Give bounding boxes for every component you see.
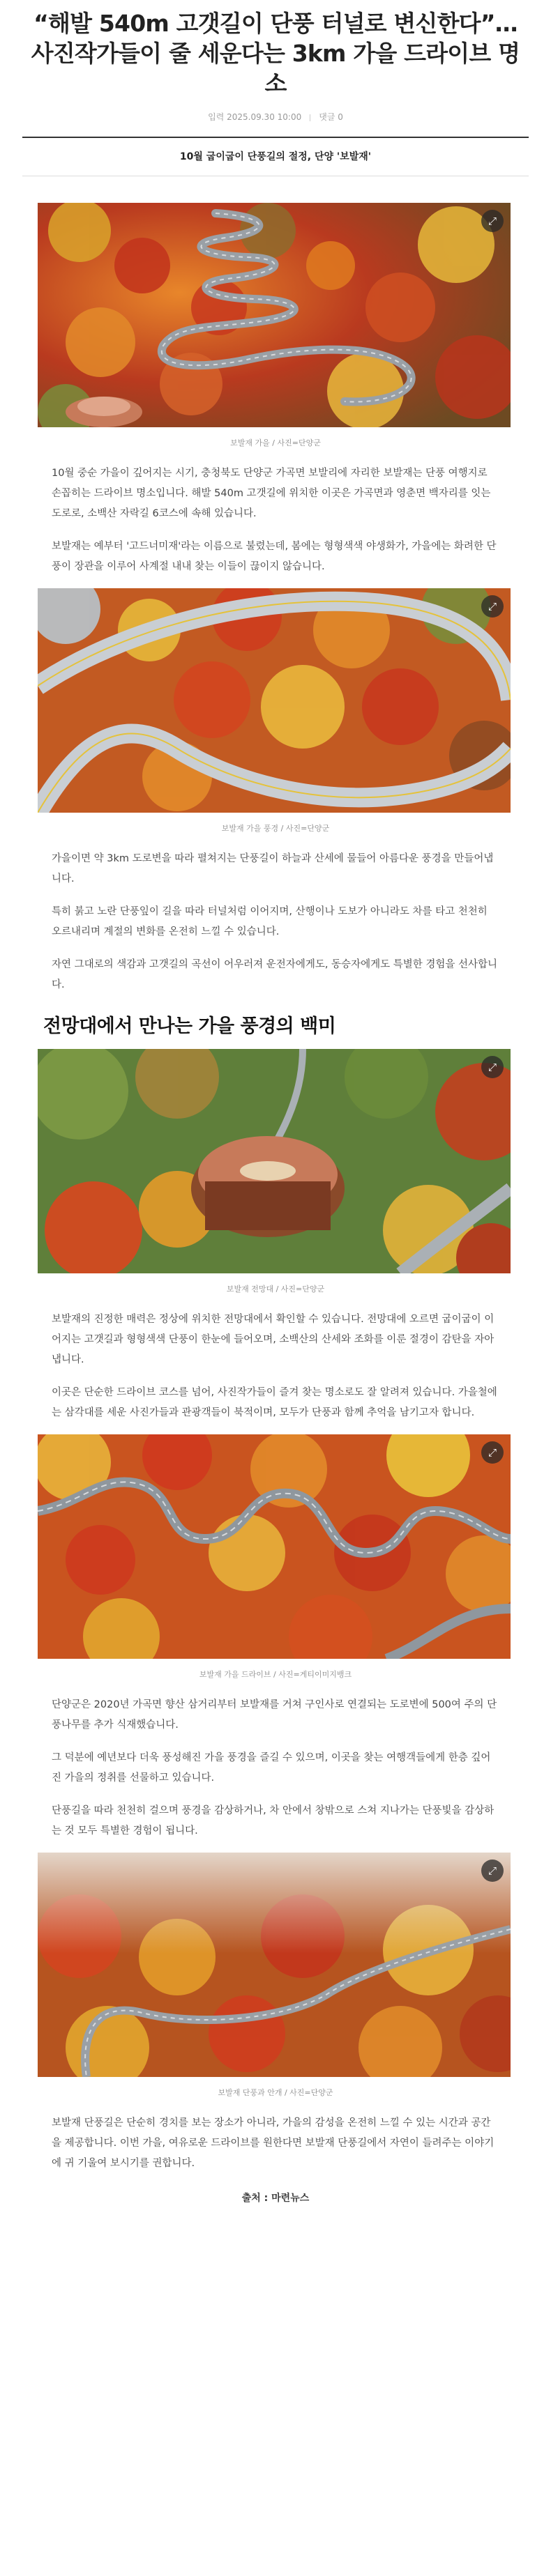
expand-icon[interactable]: ⤢ bbox=[481, 1056, 504, 1078]
photo-foliage-and-fog[interactable] bbox=[38, 1853, 511, 2077]
figure-4 bbox=[38, 1434, 513, 1680]
figure-caption: 보발재 가을 풍경 / 사진=단양군 bbox=[221, 824, 330, 833]
article-subtitle: 10월 굽이굽이 단풍길의 절정, 단양 '보발재' bbox=[22, 138, 529, 176]
photo-1-graphic bbox=[38, 203, 511, 427]
paragraph: 그 덕분에 예년보다 더욱 풍성해진 가을 풍경을 즐길 수 있으며, 이곳을 찾는 여행객들에게 한층 깊어진 가을의 정취를 선물하고 있습니다. bbox=[52, 1752, 491, 1784]
article-meta bbox=[22, 111, 529, 123]
photo-serpentine-road[interactable] bbox=[38, 1434, 511, 1659]
figure-caption: 보발재 가을 드라이브 / 사진=게티이미지뱅크 bbox=[199, 1670, 352, 1679]
figure-3 bbox=[38, 1049, 513, 1294]
expand-icon[interactable]: ⤢ bbox=[481, 1441, 504, 1464]
figure-2 bbox=[38, 588, 513, 834]
paragraph: 보발재 단풍길은 단순히 경치를 보는 장소가 아니라, 가을의 감성을 온전히 느낄 수 있는 시간과 공간을 제공합니다. 이번 가을, 여유로운 드라이브를 원한다면 보발재 단풍길에서 자연이 들려주는 이야기에 귀 기울여 보시기를 권합니다. bbox=[52, 2117, 495, 2169]
figure-1 bbox=[38, 203, 513, 448]
expand-icon[interactable]: ⤢ bbox=[481, 595, 504, 618]
photo-5-graphic bbox=[38, 1853, 511, 2077]
photo-2-graphic bbox=[38, 588, 511, 813]
expand-icon[interactable]: ⤢ bbox=[481, 1860, 504, 1882]
photo-4-graphic bbox=[38, 1434, 511, 1659]
photo-3-graphic bbox=[38, 1049, 511, 1273]
figure-5 bbox=[38, 1853, 513, 2098]
paragraph: 가을이면 약 3km 도로변을 따라 펼쳐지는 단풍길이 하늘과 산세에 물들어 아름다운 풍경을 만들어냅니다. bbox=[52, 853, 494, 884]
paragraph: 특히 붉고 노란 단풍잎이 길을 따라 터널처럼 이어지며, 산행이나 도보가 아니라도 차를 타고 천천히 오르내리며 계절의 변화를 온전히 느낄 수 있습니다. bbox=[52, 906, 488, 937]
section-heading: 전망대에서 만나는 가을 풍경의 백미 bbox=[43, 1015, 336, 1037]
figure-caption: 보발재 전망대 / 사진=단양군 bbox=[226, 1285, 325, 1294]
paragraph: 보발재의 진정한 매력은 정상에 위치한 전망대에서 확인할 수 있습니다. 전망대에 오르면 굽이굽이 이어지는 고갯길과 형형색색 단풍이 한눈에 들어오며, 소백산의 산세와 조화를 이룬 절경이 감탄을 자아냅니다. bbox=[52, 1314, 495, 1365]
paragraph: 10월 중순 가을이 깊어지는 시기, 충청북도 단양군 가곡면 보발리에 자리한 보발재는 단풍 여행지로 손꼽히는 드라이브 명소입니다. 해발 540m 고갯길에 위치한 이곳은 가곡면과 영춘면 백자리를 잇는 도로로, 소백산 자락길 6코스에 속해 있습니다. bbox=[52, 468, 491, 519]
paragraph: 단양군은 2020년 가곡면 향산 삼거리부터 보발재를 거쳐 구인사로 연결되는 도로변에 500여 주의 단풍나무를 추가 식재했습니다. bbox=[52, 1699, 497, 1731]
paragraph: 단풍길을 따라 천천히 걸으며 풍경을 감상하거나, 차 안에서 창밖으로 스쳐 지나가는 단풍빛을 감상하는 것 모두 특별한 경험이 됩니다. bbox=[52, 1805, 495, 1837]
photo-autumn-curve[interactable] bbox=[38, 588, 511, 813]
paragraph: 자연 그대로의 색감과 고갯길의 곡선이 어우러져 운전자에게도, 동승자에게도 특별한 경험을 선사합니다. bbox=[52, 959, 497, 990]
photo-winding-road-aerial[interactable] bbox=[38, 203, 511, 427]
paragraph: 보발재는 예부터 '고드너미재'라는 이름으로 불렸는데, 봄에는 형형색색 야생화가, 가을에는 화려한 단풍이 장관을 이루어 사계절 내내 찾는 이들이 끊이지 않습니다. bbox=[52, 541, 497, 572]
article-source: 출처 : 마련뉴스 bbox=[241, 2193, 310, 2204]
publish-date: 입력 2025.09.30 10:00 bbox=[208, 112, 302, 122]
figure-caption: 보발재 가을 / 사진=단양군 bbox=[230, 438, 321, 447]
headline: “해발 540m 고갯길이 단풍 터널로 변신한다”… 사진작가들이 줄 세운다는 3km 가을 드라이브 명소 bbox=[31, 10, 520, 97]
photo-observation-deck[interactable] bbox=[38, 1049, 511, 1273]
paragraph: 이곳은 단순한 드라이브 코스를 넘어, 사진작가들이 즐겨 찾는 명소로도 잘 알려져 있습니다. 가을철에는 삼각대를 세운 사진가들과 관광객들이 북적이며, 모두가 단풍과 함께 추억을 남기고자 합니다. bbox=[52, 1387, 497, 1418]
expand-icon[interactable]: ⤢ bbox=[481, 210, 504, 232]
figure-caption: 보발재 단풍과 안개 / 사진=단양군 bbox=[218, 2088, 333, 2097]
article-body bbox=[22, 176, 529, 2205]
comment-count[interactable]: 댓글 0 bbox=[319, 112, 343, 122]
